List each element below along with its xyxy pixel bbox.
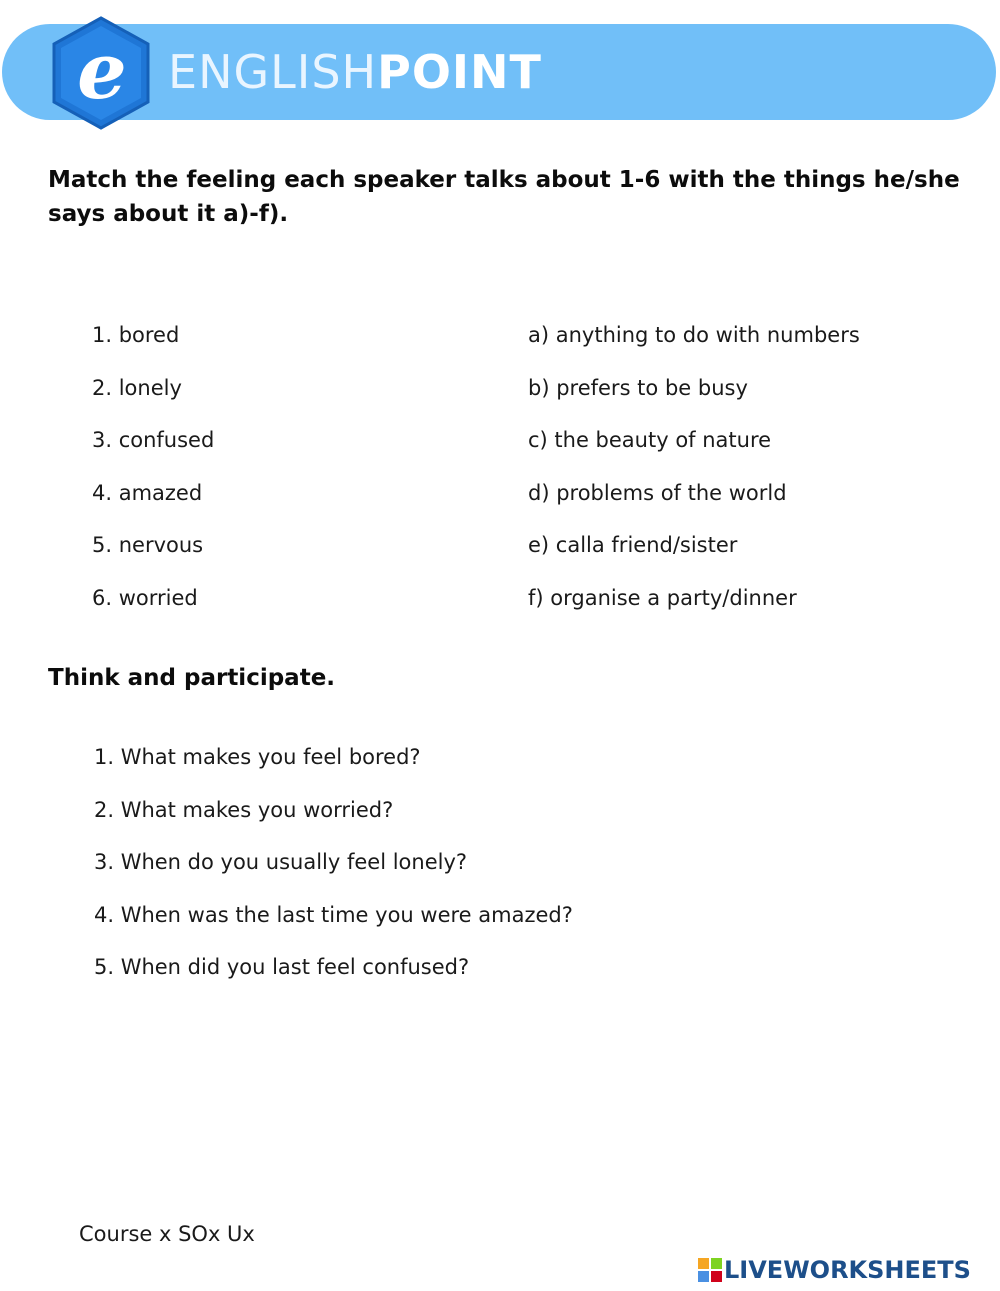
statement-item: b) prefers to be busy	[528, 376, 748, 400]
feeling-item: 3. confused	[92, 428, 215, 452]
statement-item: d) problems of the world	[528, 481, 787, 505]
statement-item: f) organise a party/dinner	[528, 586, 797, 610]
liveworksheets-wordmark: LIVEWORKSHEETS	[724, 1256, 971, 1284]
question-text: When do you usually feel lonely?	[120, 850, 468, 874]
statement-item: e) calla friend/sister	[528, 533, 738, 557]
question-number: 3.	[93, 850, 114, 874]
englishpoint-logo-icon	[48, 16, 154, 130]
question-text: What makes you worried?	[120, 798, 394, 822]
question-text: When did you last feel confused?	[120, 955, 470, 979]
question-item	[88, 795, 393, 825]
question-text: When was the last time you were amazed?	[120, 903, 573, 927]
statement-item: c) the beauty of nature	[528, 428, 772, 452]
matching-instruction: Match the feeling each speaker talks about 1-6 with the things he/she says about it a)-f).	[48, 167, 960, 227]
question-item	[88, 900, 573, 930]
feeling-item: 5. nervous	[92, 533, 204, 557]
question-item	[88, 742, 421, 772]
brand-name-light: ENGLISH	[168, 45, 378, 99]
question-number: 4.	[93, 903, 114, 927]
question-text: What makes you feel bored?	[120, 745, 421, 769]
brand-name	[168, 42, 542, 102]
feeling-item: 2. lonely	[92, 376, 182, 400]
question-number: 2.	[93, 798, 114, 822]
question-number: 5.	[93, 955, 114, 979]
think-heading: Think and participate.	[48, 665, 336, 691]
logo-letter: e	[77, 26, 127, 117]
liveworksheets-icon	[698, 1258, 722, 1282]
question-item	[88, 952, 469, 982]
question-item	[88, 847, 467, 877]
brand-name-bold: POINT	[377, 45, 542, 99]
feeling-item: 4. amazed	[92, 481, 203, 505]
footer-note: Course x SOx Ux	[79, 1222, 255, 1246]
question-number: 1.	[93, 745, 114, 769]
feeling-item: 1. bored	[92, 323, 180, 347]
feeling-item: 6. worried	[92, 586, 198, 610]
statement-item: a) anything to do with numbers	[528, 323, 860, 347]
